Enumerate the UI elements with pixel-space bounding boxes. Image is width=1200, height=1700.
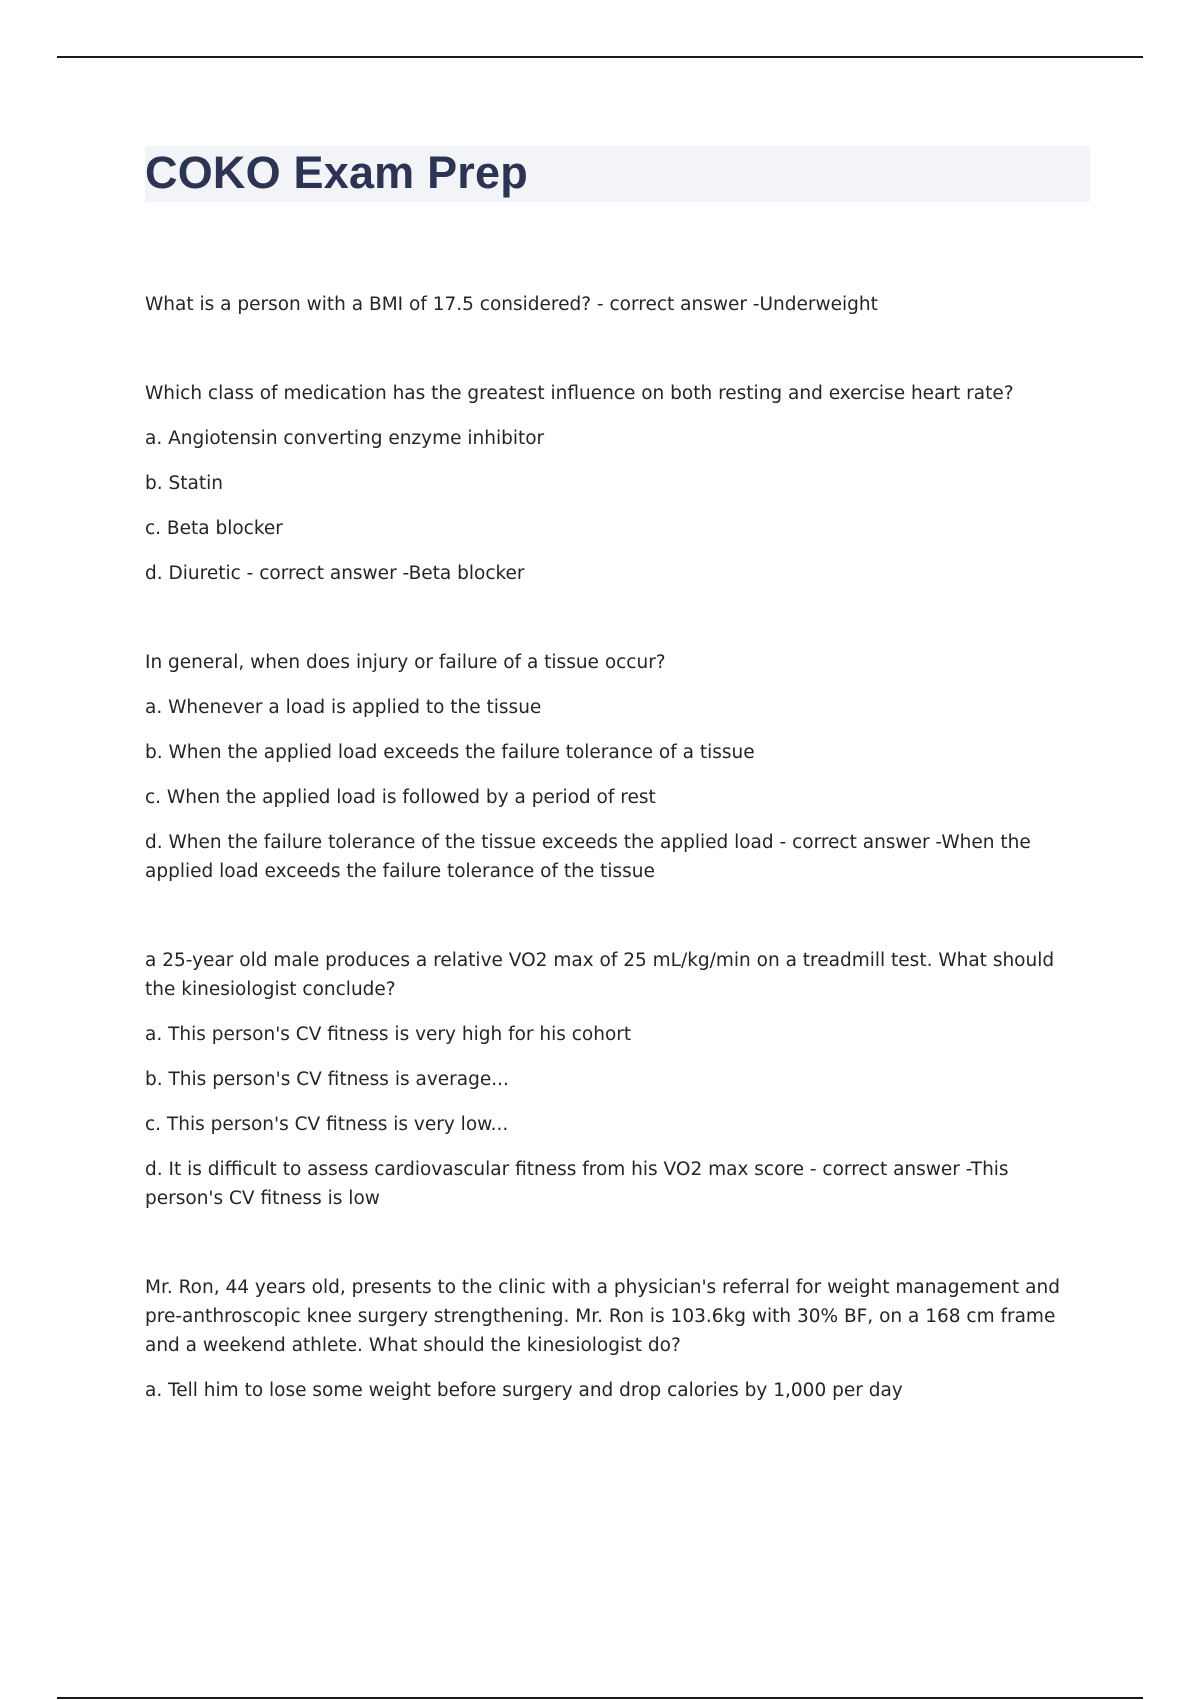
- question-block-3: [145, 648, 1090, 886]
- answer-option: b. When the applied load exceeds the failure tolerance of a tissue: [145, 742, 755, 763]
- question-block-1: [145, 290, 1090, 319]
- answer-option: d. Diuretic - correct answer -Beta blocker: [145, 563, 525, 584]
- answer-option: b. This person's CV fitness is average...: [145, 1069, 509, 1090]
- answer-option: c. When the applied load is followed by a period of rest: [145, 787, 656, 808]
- question-block-2: [145, 379, 1090, 588]
- answer-option: c. Beta blocker: [145, 518, 283, 539]
- document-title: COKO Exam Prep: [145, 147, 528, 198]
- answer-option: a. Whenever a load is applied to the tissue: [145, 697, 542, 718]
- question-text: a 25-year old male produces a relative VO2 max of 25 mL/kg/min on a treadmill test. What should the kinesiologist conclude?: [145, 950, 1055, 1000]
- question-text: In general, when does injury or failure of a tissue occur?: [145, 652, 666, 673]
- question-text: Mr. Ron, 44 years old, presents to the clinic with a physician's referral for weight management and pre-anthroscopic knee surgery strengthening. Mr. Ron is 103.6kg with 30% BF, on a 168 cm frame and a weekend athlete. What should the kinesiologist do?: [145, 1277, 1060, 1356]
- top-rule: [57, 56, 1143, 58]
- bottom-rule: [57, 1697, 1143, 1699]
- question-block-5: [145, 1273, 1090, 1405]
- answer-option: c. This person's CV fitness is very low...: [145, 1114, 509, 1135]
- question-text: Which class of medication has the greatest influence on both resting and exercise heart rate?: [145, 383, 1014, 404]
- answer-option: a. Angiotensin converting enzyme inhibitor: [145, 428, 545, 449]
- answer-option: b. Statin: [145, 473, 223, 494]
- document-body: [145, 290, 1090, 1465]
- answer-option: d. It is difficult to assess cardiovascular fitness from his VO2 max score - correct answer -This person's CV fitness is low: [145, 1159, 1009, 1209]
- question-block-4: [145, 946, 1090, 1213]
- answer-option: a. This person's CV fitness is very high for his cohort: [145, 1024, 632, 1045]
- answer-option: a. Tell him to lose some weight before surgery and drop calories by 1,000 per day: [145, 1380, 903, 1401]
- answer-option: d. When the failure tolerance of the tissue exceeds the applied load - correct answer -When the applied load exceeds the failure tolerance of the tissue: [145, 832, 1031, 882]
- question-text: What is a person with a BMI of 17.5 considered? - correct answer -Underweight: [145, 294, 878, 315]
